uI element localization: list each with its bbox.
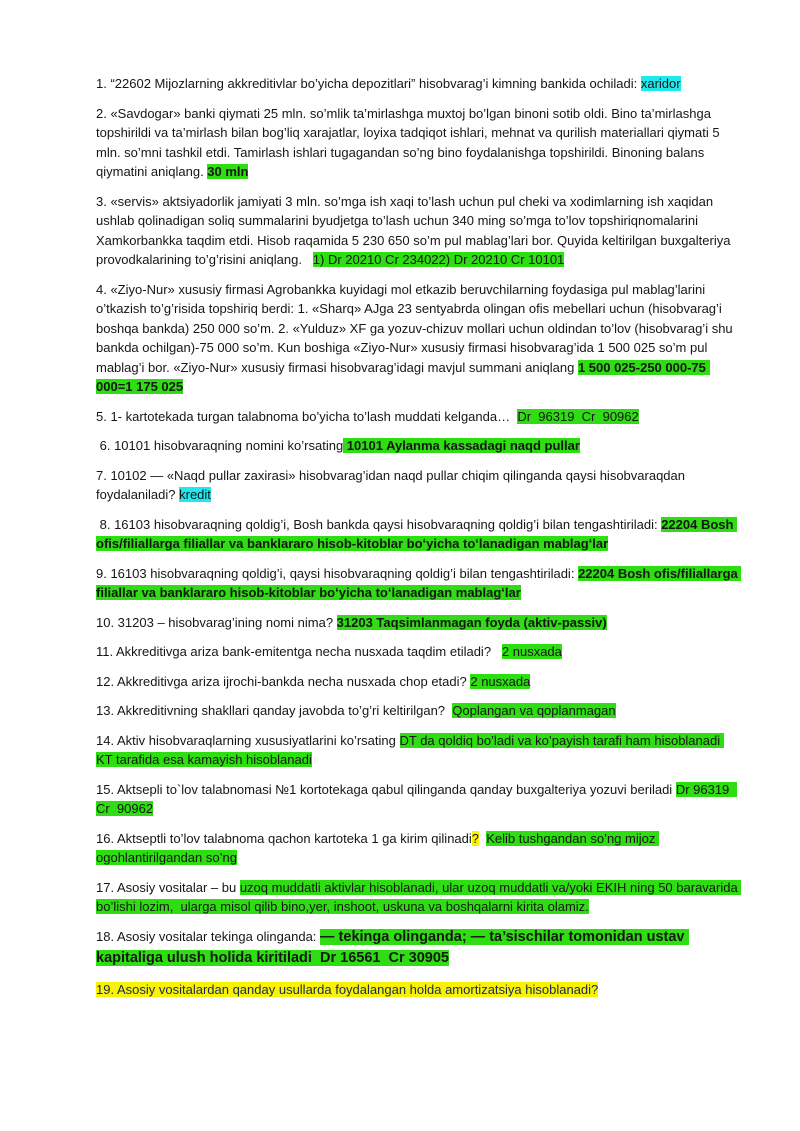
- question-item: [96, 980, 738, 1000]
- question-text: 2. «Savdogar» banki qiymati 25 mln. so’mlik ta’mirlashga muxtoj bo’lgan binoni sotib oldi. Bino ta’mirlashga topshirildi va ta’mirlash bilan bog’liq xarajatlar, loyixa tadqiqot ishlari, mehnat va qurilish materiallari qiymati 5 mln. so’mni tashkil etdi. Tamirlash ishlari tugagandan so’ng bino foydalanishga topshirildi. Binoning balans qiymatini aniqlang.: [96, 105, 724, 179]
- question-item: [96, 74, 738, 94]
- question-item: [96, 407, 738, 427]
- question-text: 5. 1- kartotekada turgan talabnoma bo’yicha to’lash muddati kelganda…: [96, 408, 518, 424]
- answer-highlight: 1) Dr 20210 Cr 234022) Dr 20210 Cr 10101: [312, 252, 565, 267]
- question-item: [96, 192, 738, 270]
- question-item: [96, 642, 738, 662]
- question-text: 9. 16103 hisobvaraqning qoldig’i, qaysi hisobvaraqning qoldig’i bilan tengashtiriladi:: [96, 565, 579, 581]
- answer-highlight: Kelib tushgandan so’ng mijoz ogohlantirilgandan so’ng: [96, 830, 659, 865]
- question-item: [96, 280, 738, 397]
- question-text: 16. Aktseptli to’lov talabnoma qachon kartoteka 1 ga kirim qilinadi: [96, 830, 472, 846]
- answer-highlight: Dr 96319 Cr 90962: [96, 781, 737, 816]
- answer-highlight: 22204 Bosh ofis/filiallarga filiallar va banklararo hisob-kitoblar boʻyicha toʻlanadigan mablagʻlar: [96, 565, 742, 600]
- question-item: [96, 104, 738, 182]
- answer-highlight: ?: [471, 830, 480, 846]
- question-item: [96, 701, 738, 721]
- answer-highlight: 1 500 025-250 000-75 000=1 175 025: [96, 359, 710, 394]
- question-text: 1. “22602 Mijozlarning akkreditivlar bo’yicha depozitlari” hisobvarag’i kimning bankida ochiladi:: [96, 76, 641, 91]
- answer-highlight: Dr 96319 Cr 90962: [517, 408, 639, 424]
- question-text: 8. 16103 hisobvaraqning qoldig’i, Bosh bankda qaysi hisobvaraqning qoldig’i bilan tengashtiriladi:: [96, 516, 662, 532]
- answer-highlight: xaridor: [640, 76, 681, 91]
- question-item: [96, 927, 738, 971]
- question-item: [96, 436, 738, 456]
- question-item: [96, 731, 738, 770]
- answer-highlight: DT da qoldiq bo’ladi va ko’payish tarafi ham hisoblanadi KT tarafida esa kamayish hisoblanadi: [96, 732, 724, 767]
- answer-highlight: Qoplangan va qoplanmagan: [452, 703, 616, 718]
- question-text: 12. Akkreditivga ariza ijrochi-bankda necha nusxada chop etadi?: [96, 673, 471, 689]
- answer-highlight: kredit: [179, 487, 211, 502]
- question-text: 13. Akkreditivning shakllari qanday javobda to’g’ri keltirilgan?: [96, 703, 453, 718]
- question-list: [96, 74, 742, 1000]
- question-text: 17. Asosiy vositalar – bu: [96, 879, 240, 895]
- question-text: 7. 10102 — «Naqd pullar zaxirasi» hisobvarag’idan naqd pullar chiqim qilinganda qaysi hisobvaraqdan foydalaniladi?: [96, 467, 689, 502]
- answer-highlight: uzoq muddatli aktivlar hisoblanadi, ular uzoq muddatli va/yoki EKIH ning 50 baravarida bo’lishi lozim, ularga misol qilib bino,yer, inshoot, uskuna va boshqalarni kirita olamiz.: [96, 879, 742, 914]
- answer-highlight: 30 mln: [207, 164, 249, 179]
- question-item: [96, 466, 738, 505]
- question-text: 6. 10101 hisobvaraqning nomini ko’rsating: [96, 438, 344, 453]
- question-item: [96, 829, 738, 868]
- question-text: 4. «Ziyo-Nur» xususiy firmasi Agrobankka kuyidagi mol etkazib beruvchilarning foydasiga pul mablag’larini o’tkazish to’g’risida topshiriq berdi: 1. «Sharq» AJga 23 sentyabrda olingan ofis mebellari uchun (hisobvarag’i boshqa bankda) 250 000 so’m. 2. «Yulduz» XF ga yozuv-chizuv mollari uchun oldindan to’lov (hisobvarag’i shu bankda ochilgan)-75 000 so’m. Kun boshiga «Ziyo-Nur» xususiy firmasi hisobvarag’ida 1 500 025 so’m pul mablag’i bor. «Ziyo-Nur» xususiy firmasi hisobvarag’idagi mavjul summani aniqlang: [96, 281, 737, 375]
- question-text: 3. «servis» aktsiyadorlik jamiyati 3 mln. so’mga ish xaqi to’lash uchun pul cheki va xodimlarning ish xaqidan ushlab qolinadigan soliq summalarini byudjetga to’lash uchun 340 ming so’mga to’lov topshiriqnomalarini Xamkorbankka taqdim etdi. Hisob raqamida 5 230 650 so’m pul mablag’lari bor. Quyida keltirilgan buxgalteriya provodkalarining to’g’risini aniqlang.: [96, 193, 735, 267]
- answer-highlight: 2 nusxada: [470, 673, 531, 689]
- question-text: 11. Akkreditivga ariza bank-emitentga necha nusxada taqdim etiladi?: [96, 644, 502, 659]
- question-item: [96, 564, 742, 603]
- answer-highlight: 19. Asosiy vositalardan qanday usullarda foydalangan holda amortizatsiya hisoblanadi?: [96, 982, 599, 997]
- answer-highlight: 10101 Aylanma kassadagi naqd pullar: [343, 438, 580, 453]
- answer-highlight: — tekinga olinganda; — ta’sischilar tomonidan ustav kapitaliga ulush holida kiritiladi Dr 16561 Cr 30905: [96, 928, 689, 967]
- question-text: 10. 31203 – hisobvarag’ining nomi nima?: [96, 614, 337, 630]
- answer-highlight: 2 nusxada: [501, 644, 562, 659]
- question-item: [96, 780, 738, 819]
- answer-highlight: 22204 Bosh ofis/filiallarga filiallar va banklararo hisob-kitoblar boʻyicha toʻlanadigan mablagʻlar: [96, 516, 738, 551]
- question-item: [96, 878, 742, 917]
- question-item: [96, 515, 738, 554]
- question-item: [96, 672, 738, 692]
- question-text: 14. Aktiv hisobvaraqlarning xususiyatlarini ko’rsating: [96, 732, 400, 748]
- question-text: 18. Asosiy vositalar tekinga olinganda:: [96, 928, 321, 944]
- question-item: [96, 613, 738, 633]
- answer-highlight: 31203 Taqsimlanmagan foyda (aktiv-passiv): [336, 614, 607, 630]
- question-text: 15. Aktsepli to`lov talabnomasi №1 kortotekaga qabul qilinganda qanday buxgalteriya yozuvi beriladi: [96, 781, 676, 797]
